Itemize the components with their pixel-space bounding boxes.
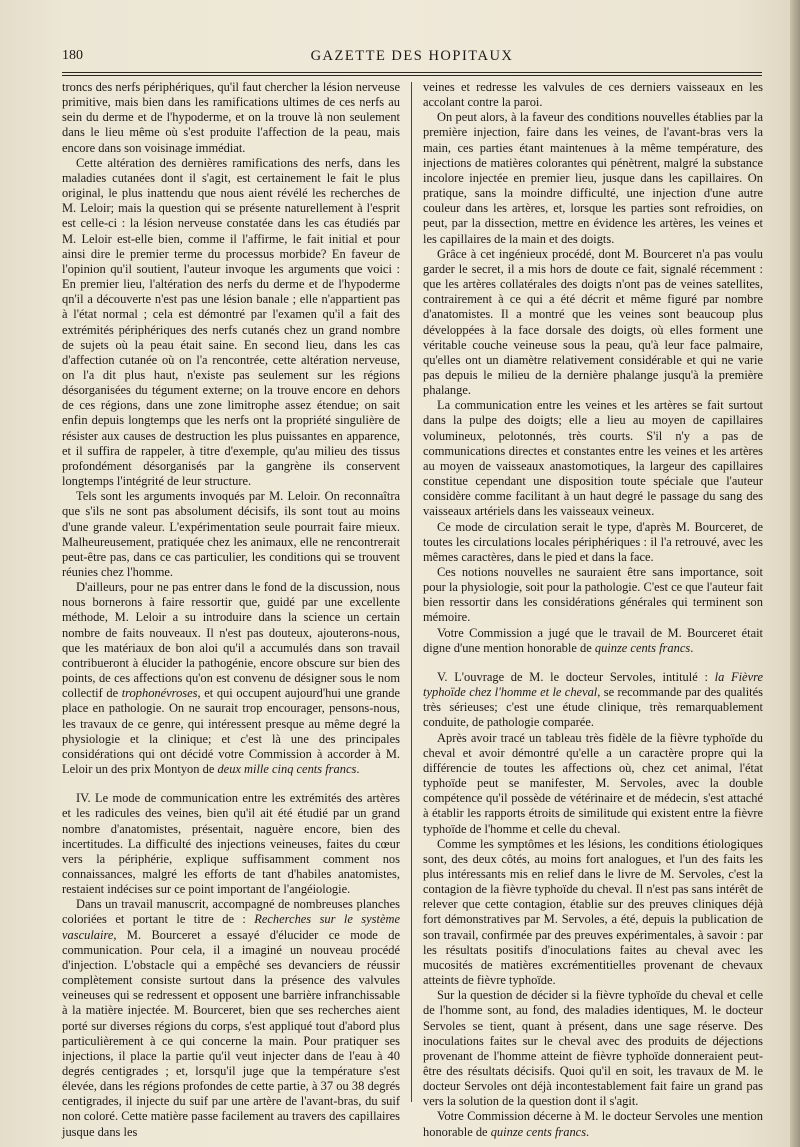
paragraph-text: Grâce à cet ingénieux procédé, dont M. Bourceret n'a pas voulu garder le secret, il a mis hors de doute ce fait, signalé récemment : que les artères collatérales des doigts n'ont pas de veines satellites, contrairement à ce qui a été décrit et même figuré par nombre d'anatomistes. Il a montré que les veines sont beaucoup plus développées à la face dorsale des doigts, où elles forment une véritable couche veineuse sous la peau, qu'à leur face palmaire, qu'elles ont un diamètre relativement considérable et qui ne varie pas depuis le milieu de la dernière phalange jusqu'à la première phalange. [423, 246, 763, 398]
paragraph [423, 626, 763, 656]
paragraph-text: . [586, 1124, 590, 1139]
paragraph-text: Cette altération des dernières ramifications des nerfs, dans les maladies cutanées dont il s'agit, est certainement le fait le plus original, le plus inattendu que nous aient révélé les recherches de M. Leloir; mais la question qui se présente naturellement à l'esprit est celle-ci : la lésion nerveuse constatée dans les cas étudiés par M. Leloir est-elle bien, comme il l'affirme, le fait initial et pour ainsi dire le premier terme du processus morbide? En faveur de l'opinion qu'il soutient, l'auteur invoque les arguments que voici : En premier lieu, l'altération des nerfs du derme et de l'hypoderme qn'il a découverte n'est pas une lésion banale ; elle n'appartient pas à l'état normal ; cela est démontré par l'examen qu'il a fait des extrémités périphériques des nerfs cutanés chez un grand nombre de sujets où la peau était saine. En second lieu, dans les cas d'affection cutanée où on l'a rencontrée, cette altération nerveuse, on l'a dit plus haut, n'existe pas seulement sur les régions désorganisées du tégument externe; on la trouve encore en dehors de ces régions, dans une zone limitrophe assez étendue; on sait enfin depuis longtemps que les nerfs ont la propriété singulière de résister aux causes de destruction les plus puissantes en apparence, et il suffira de rappeler, à titre d'exemple, qu'au milieu des tissus profondément désorganisés par la gangrène ils conservent longtemps l'intégrité de leur structure. [62, 155, 400, 489]
paragraph-text: Dans un travail manuscrit, accompagné de nombreuses planches coloriées et portant le titre de : [62, 897, 400, 927]
paragraph-text: veines et redresse les valvules de ces derniers vaisseaux en les accolant contre la paroi. [423, 80, 763, 110]
header-rule-bottom [62, 75, 762, 76]
paragraph-text: troncs des nerfs périphériques, qu'il faut chercher la lésion nerveuse primitive, mais bien dans les ramifications ultimes de ces nerfs au sein du derme et de l'hypoderme, et on la trouve là non seulement dans le lieu même où s'est produite l'affection de la peau, mais encore dans son voisinage immédiat. [62, 80, 400, 155]
paragraph [423, 731, 763, 837]
paragraph-text: V. L'ouvrage de M. le docteur Servoles, intitulé : [437, 669, 715, 684]
paragraph-text: Votre Commission décerne à M. le docteur Servoles une mention honorable de [423, 1109, 763, 1139]
paragraph [423, 1109, 763, 1139]
paragraph [62, 80, 400, 156]
paragraph [423, 988, 763, 1109]
italic-phrase: deux mille cinq cents francs [217, 762, 357, 777]
paragraph-text: , se recommande par des qualités très sérieuses; c'est une étude clinique, très remarquablement conduite, de pathologie comparée. [423, 685, 763, 730]
italic-phrase: quinze cents francs [594, 640, 691, 655]
paragraph-text: Sur la question de décider si la fièvre typhoïde du cheval et celle de l'homme sont, au fond, des maladies identiques, M. le docteur Servoles se tient, quant à présent, dans une sage réserve. Des inoculations faites sur le cheval avec des produits de déjections provenant de l'homme atteint de fièvre typhoïde donneraient peut-être des résultats décisifs. Quoi qu'il en soit, les travaux de M. le docteur Servoles ont déjà incontestablement fait faire un grand pas vers la solution de la question dont il s'agit. [423, 988, 763, 1109]
paragraph-text: , M. Bourceret a essayé d'élucider ce mode de communication. Pour cela, il a imaginé un nouveau procédé d'injection. L'obstacle qui a empêché ses devanciers de réussir complètement consiste surtout dans la présence des valvules veineuses qui se redressent et opposent une barrière infranchissable à la matière injectée. M. Bourceret, bien que ses recherches aient porté sur diverses régions du corps, s'est appliqué tout d'abord plus particulièrement à ce qui concerne la main. Pour pratiquer ses injections, il place la partie qu'il veut injecter dans de l'eau à 40 degrés centigrades ; et, lorsqu'il juge que la température s'est élevée, dans les régions profondes de cette partie, à 37 ou 38 degrés centigrades, il injecte du suif par une artère de l'avant-bras, du suif non coloré. Cette matière passe facilement au travers des capillaires jusque dans les [62, 927, 400, 1139]
page-number: 180 [62, 48, 83, 63]
section-paragraph [423, 670, 763, 731]
paragraph [423, 110, 763, 246]
paragraph [423, 247, 763, 399]
column-divider [411, 82, 412, 1102]
paragraph [62, 156, 400, 489]
paragraph-text: On peut alors, à la faveur des conditions nouvelles établies par la première injection, faire dans les veines, de l'avant-bras vers la main, ces parties étant maintenues à la même température, des injections de matières colorantes qui pénètrent, malgré la substance incolore injectée en premier lieu, jusque dans les capillaires. On pratique, sans la moindre difficulté, une injection d'une autre couleur dans les artères, et, lorsque les parties sont refroidies, on peut, par la dissection, mettre en évidence les artères, les veines et les capillaires de la main et des doigts. [423, 110, 763, 246]
paragraph-text: La communication entre les veines et les artères se fait surtout dans la pulpe des doigts; elle a lieu au moyen de capillaires volumineux, pelotonnés, très courts. S'il n'y a pas de communications directes et constantes entre les veines et les artères au moyen de vaisseaux anastomotiques, la largeur des capillaires constitue cependant une disposition toute spéciale que l'auteur considère comme facilitant à un haut degré le passage du sang des vaisseaux artériels dans les vaisseaux veineux. [423, 398, 763, 519]
header-rule-top [62, 72, 762, 73]
paragraph [62, 580, 400, 777]
page-edge [790, 0, 800, 1147]
paragraph [423, 520, 763, 565]
paragraph [423, 80, 763, 110]
section-paragraph [62, 791, 400, 897]
paragraph [423, 398, 763, 519]
paragraph-text: Tels sont les arguments invoqués par M. Leloir. On reconnaîtra que s'ils ne sont pas absolument décisifs, ils sont tout au moins d'une grande valeur. L'expérimentation seule pourrait faire mieux. Malheureusement, pratiquée chez les animaux, elle ne rencontrerait peut-être pas, dans ce cas particulier, les conditions qui se trouvent réunies chez l'homme. [62, 489, 400, 579]
paragraph-text: . [690, 640, 694, 655]
paragraph-text: D'ailleurs, pour ne pas entrer dans le fond de la discussion, nous nous bornerons à faire ressortir que, guidé par une excellente méthode, M. Leloir a su introduire dans la science un certain nombre de faits nouveaux. Il n'est pas douteux, ajouterons-nous, que les matériaux de bon aloi qu'il a accumulés dans son travail contribueront à élucider la pathogénie, encore obscure sur bien des points, de ces affections qu'on est convenu de désigner sous le nom collectif de [62, 580, 400, 701]
italic-phrase: Recherches sur le système vasculaire [62, 912, 400, 942]
paragraph-text: Ce mode de circulation serait le type, d'après M. Bourceret, de toutes les circulations locales périphériques : il l'a retrouvé, avec les mêmes caractères, dans le pied et dans la face. [423, 519, 763, 564]
paragraph-text: Comme les symptômes et les lésions, les conditions étiologiques sont, des deux côtés, au moins fort analogues, et l'un des faits les plus intéressants mis en relief dans le livre de M. Servoles, c'est la contagion de la fièvre typhoïde du cheval. Il n'est pas sans intérêt de relever que cette contagion, établie sur des preuves cliniques déjà fort démonstratives par M. Servoles, a été, depuis la publication de son travail, confirmée par des preuves expérimentales, à savoir : par les résultats positifs d'inoculations faites au cheval avec les mucosités de matières excrémentitielles provenant de chevaux atteints de fièvre typhoïde. [423, 836, 763, 988]
paragraph-text: Votre Commission a jugé que le travail de M. Bourceret était digne d'une mention honorable de [423, 625, 763, 655]
running-title: GAZETTE DES HOPITAUX [310, 48, 514, 64]
page-header [62, 46, 762, 68]
paragraph-text: Après avoir tracé un tableau très fidèle de la fièvre typhoïde du cheval et avoir démontré qu'elle a un caractère propre qui la différencie de toutes les affections où, chez cet animal, l'état typhoïde peut se manifester, M. Servoles, avec la double compétence qu'il possède de vétérinaire et de médecin, s'est attaché à établir les rapports étroits de similitude qui existent entre la fièvre typhoïde de l'homme et celle du cheval. [423, 730, 763, 836]
paragraph [62, 489, 400, 580]
italic-phrase: trophonévroses [121, 686, 198, 701]
paragraph-text: . [356, 762, 360, 777]
italic-phrase: quinze cents francs [490, 1124, 587, 1139]
paragraph-text: , et qui occupent aujourd'hui une grande place en pathologie. On ne saurait trop encourager, pensons-nous, les travaux de ce genre, qui intéressent presque au même degré la physiologie et la clinique; et c'est là une des principales considérations qui ont décidé votre Commission à accorder à M. Leloir un des prix Montyon de [62, 686, 400, 777]
paragraph-text: IV. Le mode de communication entre les extrémités des artères et les radicules des veines, bien qu'il ait été étudié par un grand nombre d'anatomistes, présentait, naguère encore, bien des incertitudes. La difficulté des injections veineuses, faites du cœur vers la périphérie, explique suffisamment comment nos connaissances, malgré les efforts de tant d'habiles anatomistes, restaient indécises sur ce point important de l'angéiologie. [62, 791, 400, 897]
paragraph [62, 897, 400, 1140]
paragraph [423, 565, 763, 626]
italic-phrase: la Fièvre typhoïde chez l'homme et le cheval [423, 669, 763, 700]
paragraph-text: Ces notions nouvelles ne sauraient être sans importance, soit pour la physiologie, soit pour la pathologie. C'est ce que l'auteur fait bien ressortir dans les considérations générales qui terminent son mémoire. [423, 565, 763, 625]
left-column [62, 80, 400, 1140]
right-column [423, 80, 763, 1140]
paragraph [423, 837, 763, 989]
